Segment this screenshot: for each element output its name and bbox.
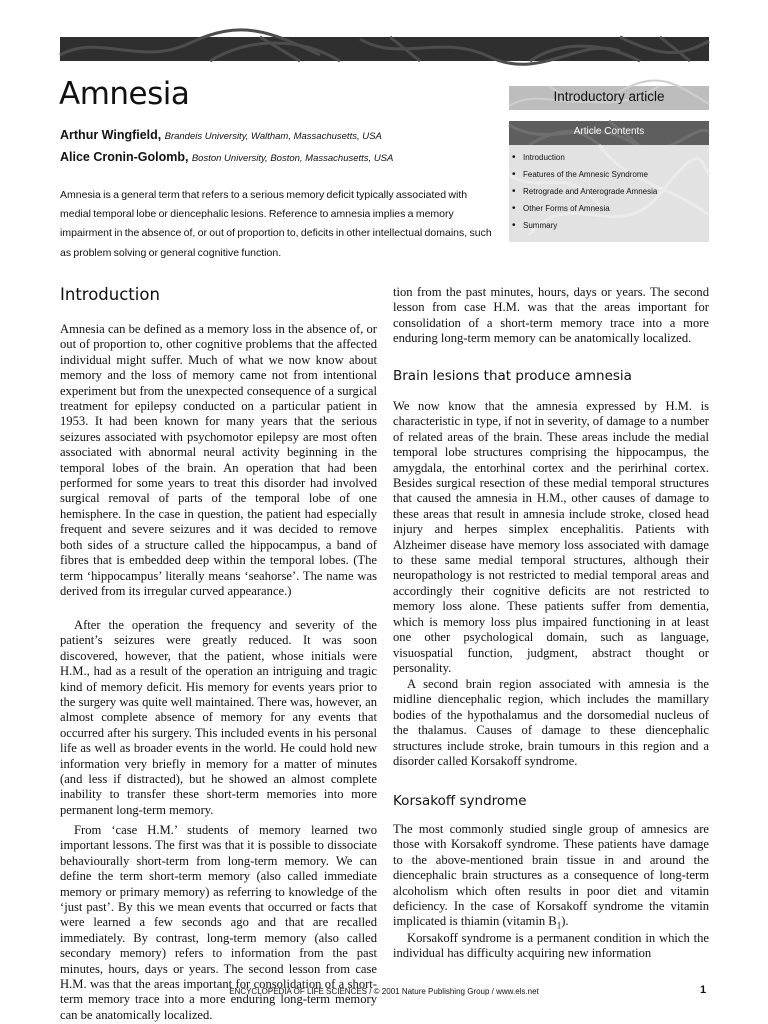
author-2-affiliation: Boston University, Boston, Massachusetts, USA	[191, 153, 394, 164]
author-2	[60, 150, 393, 164]
header-banner	[60, 37, 709, 61]
heading-korsakoff: Korsakoff syndrome	[393, 793, 527, 809]
brain-lesions-paragraph-1: We now know that the amnesia expressed by H.M. is characteristic in type, if not in severity, of damage to a number of related areas of the brain. These areas include the medial temporal lobe structures comprising the hippocampus, the amygdala, the entorhinal cortex and the perirhinal cortex. Besides surgical resection of these medial temporal structures that caused the amnesia in H.M., other causes of damage to these areas that result in amnesia include stroke, closed head injury and herpes simplex encephalitis. Patients with Alzheimer disease have memory loss associated with damage to these same medial temporal structures, although their neuropathology is not restricted to medial temporal areas and accordingly their cognitive deficits are not restricted to memory loss alone. These patients suffer from dementia, which is memory loss plus impaired functioning in at least one other psychological domain, such as language, visuospatial function, judgment, abstract thought or personality.	[393, 399, 709, 675]
korsakoff-p1-text: The most commonly studied single group of amnesics are those with Korsakoff syndrome. These patients have damage to the above-mentioned brain tissue in and around the diencephalic brain structures as a consequence of long-term alcoholism which often results in poor diet and vitamin deficiency. In the case of Korsakoff syndrome the vitamin implicated is thiamin (vitamin B	[393, 822, 709, 929]
article-type-label: Introductory article	[553, 89, 665, 104]
contents-item-summary[interactable]: • Summary	[509, 220, 657, 237]
brain-lesions-paragraph-2: A second brain region associated with amnesia is the midline diencephalic region, which includes the mamillary bodies of the hypothalamus and the dorsomedial nucleus of the thalamus. Causes of damage to these diencephalic structures include stroke, brain tumours in this region and a disorder called Korsakoff syndrome.	[393, 677, 709, 769]
intro-paragraph-3-continued	[393, 285, 709, 347]
contents-item-retrograde-anterograde[interactable]: • Retrograde and Anterograde Amnesia	[509, 186, 657, 203]
banner-swirl-pattern	[60, 37, 709, 61]
korsakoff-paragraph-2: Korsakoff syndrome is a permanent condition in which the individual has difficulty acquiring new information	[393, 931, 709, 961]
intro-continuation-text: tion from the past minutes, hours, days or years. The second lesson from case H.M. was that the areas important for consolidation of a short-term memory trace into a more enduring long-term memory can be anatomically localized.	[393, 285, 709, 346]
intro-paragraph-3: From ‘case H.M.’ students of memory learned two important lessons. The first was that it is possible to dissociate behaviourally short-term from long-term memory. We can define the term short-term memory (also called immediate memory or primary memory) as referring to knowledge of the ‘just past’. By this we mean events that occurred or facts that were learned a few seconds ago and that are recalled immediately. By contrast, long-term memory (also called secondary memory) refers to information from the past minutes, hours, days or years. The second lesson from case H.M. was that the areas important for consolidation of a short-term memory trace into a more enduring long-term memory can be anatomically localized.	[60, 823, 377, 1022]
article-contents-title: Article Contents	[573, 126, 645, 137]
article-title: Amnesia	[59, 76, 190, 112]
contents-item-features[interactable]: • Features of the Amnesic Syndrome	[509, 169, 657, 186]
intro-paragraph-2: After the operation the frequency and severity of the patient’s seizures were greatly reduced. It was soon discovered, however, that the patient, whose initials were H.M., had as a result of the operation an intriguing and tragic kind of memory deficit. His memory for events years prior to the surgery was quite well maintained. There was, however, an almost complete absence of memory for any events that occurred after his surgery. This included events in his personal life as well as broader events in the world. He could hold new information very briefly in memory for a matter of minutes (and less if distracted), but he showed an almost complete inability to transfer these short-term memories into more permanent long-term memory.	[60, 618, 377, 817]
article-contents-panel	[509, 145, 709, 242]
intro-paragraph-1: Amnesia can be defined as a memory loss in the absence of, or out of proportion to, other cognitive problems that the affected individual might suffer. Much of what we now know about memory and the loss of memory came not from intentional experiment but from the unexpected consequence of a surgical treatment for epilepsy conducted on a particular patient in 1953. It had been known for many years that the serious seizures associated with psychomotor epilepsy are most often associated with abnormal neural activity beginning in the temporal lobes of the brain. An operation that had been performed for some years to treat this disorder had involved surgical removal of parts of the temporal lobe of one hemisphere. In the case in question, the patient had especially frequent and severe seizures and it was decided to remove both sides of a structure called the hippocampus, a band of fibres that is embedded deep within the temporal lobes. (The term ‘hippocampus’ literally means ‘seahorse’. The name was derived from its irregular curved appearance.)	[60, 322, 377, 598]
article-contents-list	[509, 152, 657, 237]
article-type-box	[509, 86, 709, 110]
abstract: Amnesia is a general term that refers to a serious memory deficit typically associated with medial temporal lobe or diencephalic lesions. Reference to amnesia implies a memory impairment in the absence of, or out of proportion to, deficits in other intellectual domains, such as problem solving or general cognitive function.	[60, 189, 492, 259]
article-contents-header	[509, 121, 709, 145]
contents-item-other-forms[interactable]: • Other Forms of Amnesia	[509, 203, 657, 220]
contents-item-introduction[interactable]: • Introduction	[509, 152, 657, 169]
page-number: 1	[700, 984, 707, 996]
page-footer: ENCYCLOPEDIA OF LIFE SCIENCES / © 2001 Nature Publishing Group / www.els.net	[229, 987, 539, 996]
heading-brain-lesions: Brain lesions that produce amnesia	[393, 368, 632, 384]
korsakoff-p1-subscript: 1	[556, 920, 562, 931]
korsakoff-p1-end: ).	[561, 914, 569, 929]
author-1	[60, 128, 382, 142]
heading-introduction: Introduction	[60, 285, 160, 304]
korsakoff-paragraph-1	[393, 822, 709, 934]
author-2-name: Alice Cronin-Golomb,	[60, 150, 189, 164]
author-1-name: Arthur Wingfield,	[60, 128, 162, 142]
author-1-affiliation: Brandeis University, Waltham, Massachusetts, USA	[164, 131, 382, 142]
